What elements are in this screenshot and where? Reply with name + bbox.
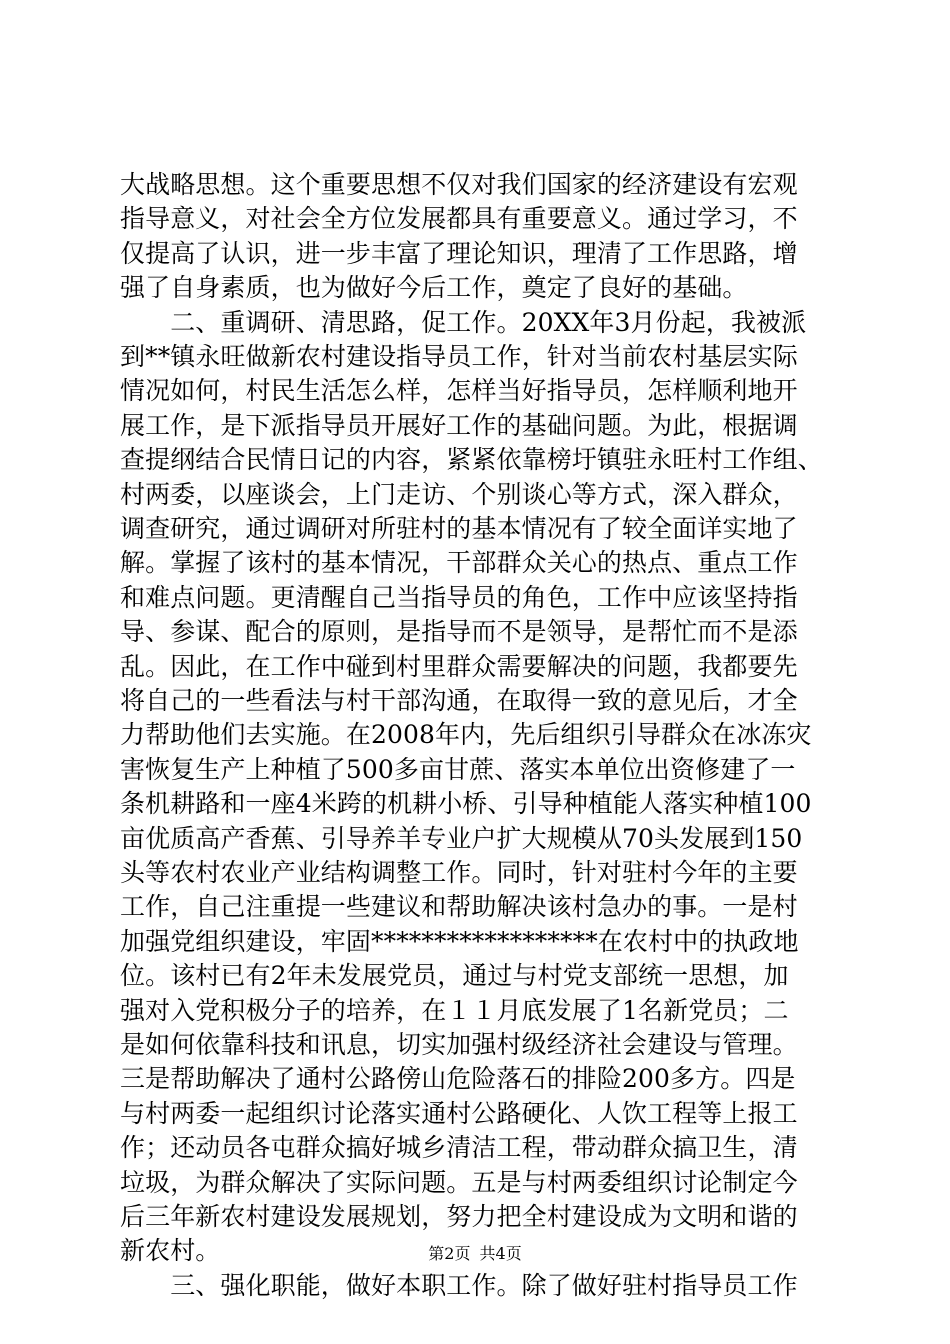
text-line: 调查研究，通过调研对所驻村的基本情况有了较全面详实地了	[120, 514, 798, 543]
text-line: 与村两委一起组织讨论落实通村公路硬化、人饮工程等上报工	[120, 1098, 798, 1128]
text-line: 解。掌握了该村的基本情况，干部群众关心的热点、重点工作	[120, 548, 798, 578]
text-line: 指导意义，对社会全方位发展都具有重要意义。通过学习，不	[120, 204, 798, 234]
text-line: 仅提高了认识，进一步丰富了理论知识，理清了工作思路，增	[120, 238, 798, 268]
text-line: 二、重调研、清思路，促工作。20XX年3月份起，我被派	[120, 307, 807, 337]
text-line: 垃圾，为群众解决了实际问题。五是与村两委组织讨论制定今	[120, 1167, 798, 1197]
text-line: 后三年新农村建设发展规划，努力把全村建设成为文明和谐的	[120, 1202, 798, 1231]
text-line: 乱。因此，在工作中碰到村里群众需要解决的问题，我都要先	[120, 651, 798, 681]
text-line: 条机耕路和一座4米跨的机耕小桥、引导种植能人落实种植100	[120, 789, 812, 819]
text-line: 查提纲结合民情日记的内容，紧紧依靠榜圩镇驻永旺村工作组、	[120, 445, 823, 475]
text-line: 加强党组织建设，牢固******************在农村中的执政地	[120, 926, 799, 956]
text-line: 强了自身素质，也为做好今后工作，奠定了良好的基础。	[120, 273, 748, 303]
text-line: 到**镇永旺做新农村建设指导员工作，针对当前农村基层实际	[120, 342, 798, 371]
text-line: 强对入党积极分子的培养，在１１月底发展了1名新党员；二	[120, 995, 789, 1025]
text-line: 导、参谋、配合的原则，是指导而不是领导，是帮忙而不是添	[120, 617, 798, 647]
text-line: 三、强化职能，做好本职工作。除了做好驻村指导员工作	[120, 1270, 798, 1300]
text-line: 头等农村农业产业结构调整工作。同时，针对驻村今年的主要	[120, 858, 798, 887]
text-line: 害恢复生产上种植了500多亩甘蔗、落实本单位出资修建了一	[120, 754, 796, 784]
text-line: 工作，自己注重提一些建议和帮助解决该村急办的事。一是村	[120, 892, 798, 922]
text-line: 三是帮助解决了通村公路傍山危险落石的排险200多方。四是	[120, 1064, 796, 1094]
page-number: 第2页	[428, 1244, 471, 1263]
text-line: 力帮助他们去实施。在2008年内，先后组织引导群众在冰冻灾	[120, 720, 812, 750]
text-line: 和难点问题。更清醒自己当指导员的角色，工作中应该坚持指	[120, 582, 798, 612]
page-footer	[0, 1243, 950, 1265]
page-total: 共4页	[479, 1244, 522, 1263]
text-line: 亩优质高产香蕉、引导养羊专业户扩大规模从70头发展到150	[120, 823, 803, 853]
text-line: 新农村。	[120, 1236, 221, 1266]
text-line: 是如何依靠科技和讯息，切实加强村级经济社会建设与管理。	[120, 1030, 798, 1059]
text-line: 将自己的一些看法与村干部沟通，在取得一致的意见后，才全	[120, 686, 798, 715]
text-line: 情况如何，村民生活怎么样，怎样当好指导员，怎样顺利地开	[120, 376, 798, 406]
text-line: 作；还动员各屯群众搞好城乡清洁工程，带动群众搞卫生，清	[120, 1133, 798, 1163]
text-line: 村两委，以座谈会，上门走访、个别谈心等方式，深入群众，	[120, 479, 798, 509]
text-line: 大战略思想。这个重要思想不仅对我们国家的经济建设有宏观	[120, 170, 798, 199]
text-line: 展工作，是下派指导员开展好工作的基础问题。为此，根据调	[120, 410, 798, 440]
text-line: 位。该村已有2年未发展党员，通过与村党支部统一思想，加	[120, 961, 789, 991]
